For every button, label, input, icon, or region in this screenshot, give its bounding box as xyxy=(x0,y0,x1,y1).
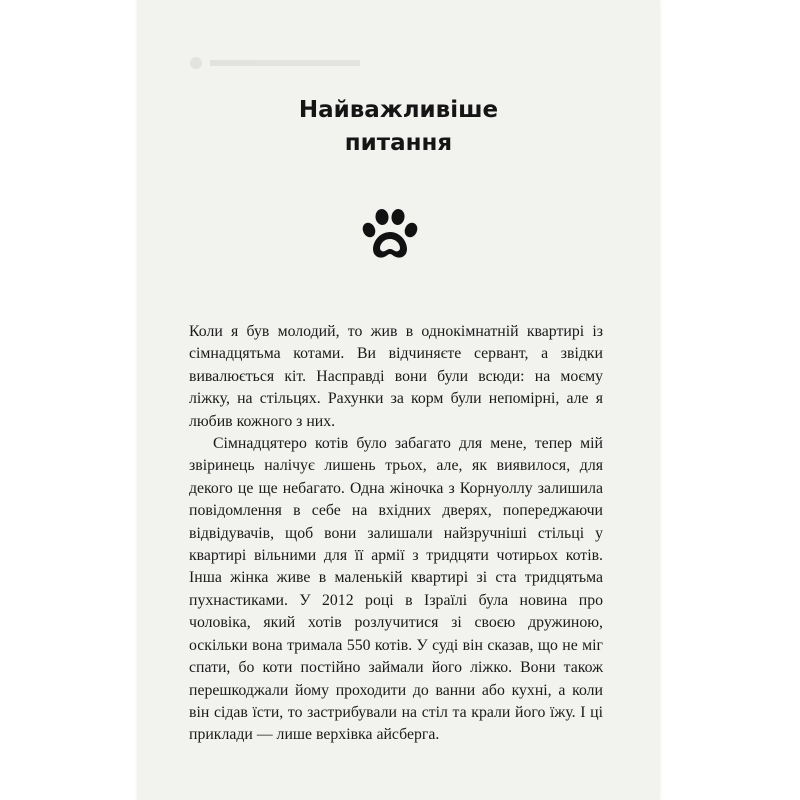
header-bar xyxy=(210,60,360,66)
paragraph-2: Сімнадцятеро котів було забагато для мене, тепер мій звіринець налічує лишень трьох, але, як виявилося, для декого це ще небагато. Одна жіночка з Корнуоллу залишила повідомлення в себе на вхідних дверях, попереджаючи відвідувачів, щоб вони залишали найзручніші стільці у квартирі вільними для її армії з тридцяти чотирьох котів. Інша жінка живе в маленькій квартирі зі ста тридцятьма пухнастиками. У 2012 році в Ізраїлі була новина про чоловіка, який хотів розлучитися зі своєю дружиною, оскільки вона тримала 550 котів. У суді він сказав, що не міг спати, бо коти постійно займали його ліжко. Вони також перешкоджали йому проходити до ванни або кухні, а коли він сідав їсти, то застрибували на стіл та крали його їжу. І ці приклади — лише верхівка айсберга. xyxy=(189,435,603,744)
chapter-title xyxy=(137,94,660,160)
paragraph-1: Коли я був молодий, то жив в однокімнатній квартирі із сімнадцятьма котами. Ви відчиняєте сервант, а звідки вивалюється кіт. Насправді вони були всюди: на моєму ліжку, на стільцях. Рахунки за корм були непомірні, але я любив кожного з них. xyxy=(189,323,603,430)
chapter-title-line-1: Найважливіше xyxy=(298,97,499,123)
body-text xyxy=(189,321,603,747)
chapter-title-line-2: питання xyxy=(344,130,453,156)
header-mark xyxy=(190,57,202,69)
book-page xyxy=(137,0,660,800)
faint-running-header xyxy=(190,53,370,73)
paw-print-icon xyxy=(361,208,419,262)
